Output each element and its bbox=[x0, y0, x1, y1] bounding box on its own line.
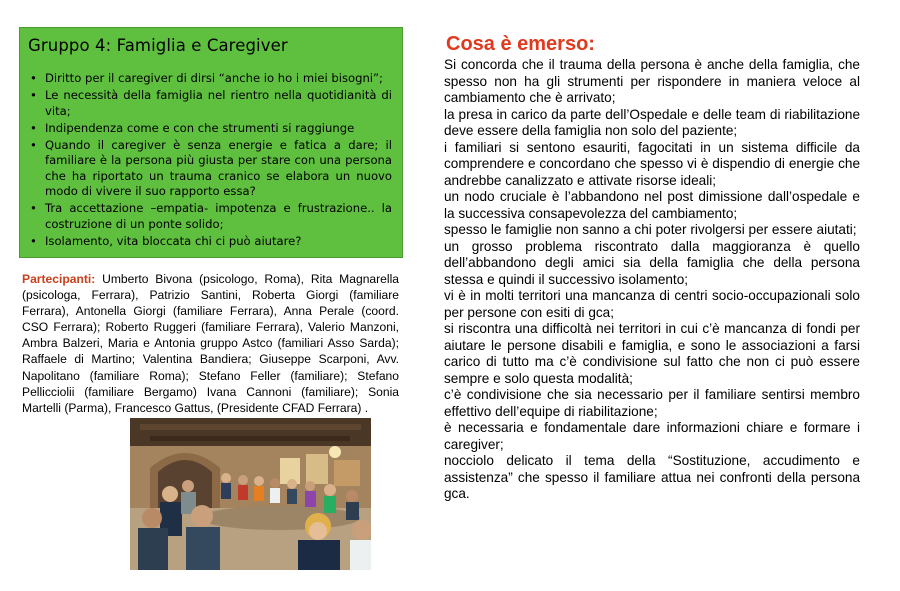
bullet-text: Indipendenza come e con che strumenti si raggiunge bbox=[45, 120, 355, 135]
findings-paragraph: c’è condivisione che sia necessario per il familiare sentirsi membro effettivo dell’equipe di riabilitazione; bbox=[444, 387, 860, 419]
participants-list: Umberto Bivona (psicologo, Roma), Rita Magnarella (psicologa, Ferrara), Patrizio Santini, Roberta Giorgi (familiare Ferrara), Antonella Giorgi (familiare Ferrara), Anna Perale (coord. CSO Ferrara); Roberto Ruggeri (familiare Ferrara), Valerio Manzoni, Ambra Balzeri, Maria e Antonia gruppo Astco (familiari Asso Sarda); Raffaele di Martino; Valentina Bandiera; Giuseppe Scarponi, Avv. Napolitano (familiare Roma); Stefano Feller (familiare); Stefano Pellicciolii (familiare Bergamo) Ivana Cannoni (familiare); Sonia Martelli (Parma), Francesco Gattus, (Presidente CFAD Ferrara) . bbox=[22, 272, 399, 415]
bullet-text: Tra accettazione –empatia- impotenza e frustrazione.. la costruzione di un ponte solido; bbox=[45, 201, 392, 231]
group-meeting-photo bbox=[130, 418, 371, 570]
findings-paragraph: la presa in carico da parte dell’Ospedale e delle team di riabilitazione deve essere della famiglia non solo del paziente; bbox=[444, 106, 860, 138]
bullet-icon: • bbox=[30, 201, 37, 215]
bullet-item bbox=[28, 138, 392, 200]
topic-box bbox=[19, 27, 403, 258]
bullet-item bbox=[28, 121, 392, 137]
bullet-text: Quando il caregiver è senza energie e fatica a dare; il familiare è la persona più giusta per stare con una persona che ha riportato un trauma cranico se elabora un nuovo modo di vivere il suo rapporto essa? bbox=[45, 137, 392, 198]
participants-label: Partecipanti: bbox=[22, 272, 96, 286]
bullet-item bbox=[28, 71, 392, 87]
topic-bullet-list bbox=[28, 71, 392, 249]
bullet-icon: • bbox=[30, 137, 37, 152]
findings-paragraph: vi è in molti territori una mancanza di centri socio-occupazionali solo per persone con esiti di gca; bbox=[444, 288, 860, 320]
bullet-icon: • bbox=[30, 120, 37, 135]
findings-paragraph: un nodo cruciale è l’abbandono nel post dimissione dall’ospedale e la successiva consapevolezza del cambiamento; bbox=[444, 189, 860, 221]
findings-paragraph: un grosso problema riscontrato dalla maggioranza è quello dell’abbandono degli amici sia della famiglia che della persona stessa e quindi il successivo isolamento; bbox=[444, 238, 860, 287]
bullet-icon: • bbox=[30, 71, 37, 85]
findings-paragraph: è necessaria e fondamentale dare informazioni chiare e formare i caregiver; bbox=[444, 420, 860, 452]
topic-title: Gruppo 4: Famiglia e Caregiver bbox=[28, 36, 288, 55]
findings-paragraph: i familiari si sentono esauriti, fagocitati in un sistema difficile da comprendere e concordano che spesso vi è dispendio di energie che andrebbe canalizzato e attivate risorse ideali; bbox=[444, 139, 860, 188]
findings-paragraph: spesso le famiglie non sanno a chi poter rivolgersi per essere aiutati; bbox=[444, 222, 857, 237]
bullet-text: Le necessità della famiglia nel rientro nella quotidianità di vita; bbox=[45, 88, 392, 118]
findings-paragraph: nocciolo delicato il tema della “Sostituzione, accudimento e assistenza” che spesso il familiare attua nei confronti della persona gca. bbox=[444, 453, 860, 501]
bullet-icon: • bbox=[30, 88, 37, 102]
bullet-item bbox=[28, 88, 392, 119]
findings-paragraph: si riscontra una difficoltà nei territori in cui c’è mancanza di fondi per aiutare le persone disabili e famiglia, e sono le associazioni a farsi carico di tutto ma c’è condivisione sul fatto che non ci può essere sempre e solo questa modalità; bbox=[444, 321, 860, 386]
findings-title: Cosa è emerso: bbox=[446, 33, 595, 55]
participants-paragraph bbox=[22, 271, 399, 416]
bullet-text: Isolamento, vita bloccata chi ci può aiutare? bbox=[45, 233, 302, 248]
findings-text bbox=[444, 57, 860, 503]
bullet-text: Diritto per il caregiver di dirsi “anche io ho i miei bisogni”; bbox=[45, 71, 383, 85]
meeting-photo-illustration bbox=[130, 418, 371, 570]
bullet-icon: • bbox=[30, 233, 37, 248]
bullet-item bbox=[28, 234, 392, 250]
findings-paragraph: Si concorda che il trauma della persona è anche della famiglia, che spesso non ha gli strumenti per rispondere in maniera veloce al cambiamento che è arrivato; bbox=[444, 57, 860, 105]
bullet-item bbox=[28, 201, 392, 232]
